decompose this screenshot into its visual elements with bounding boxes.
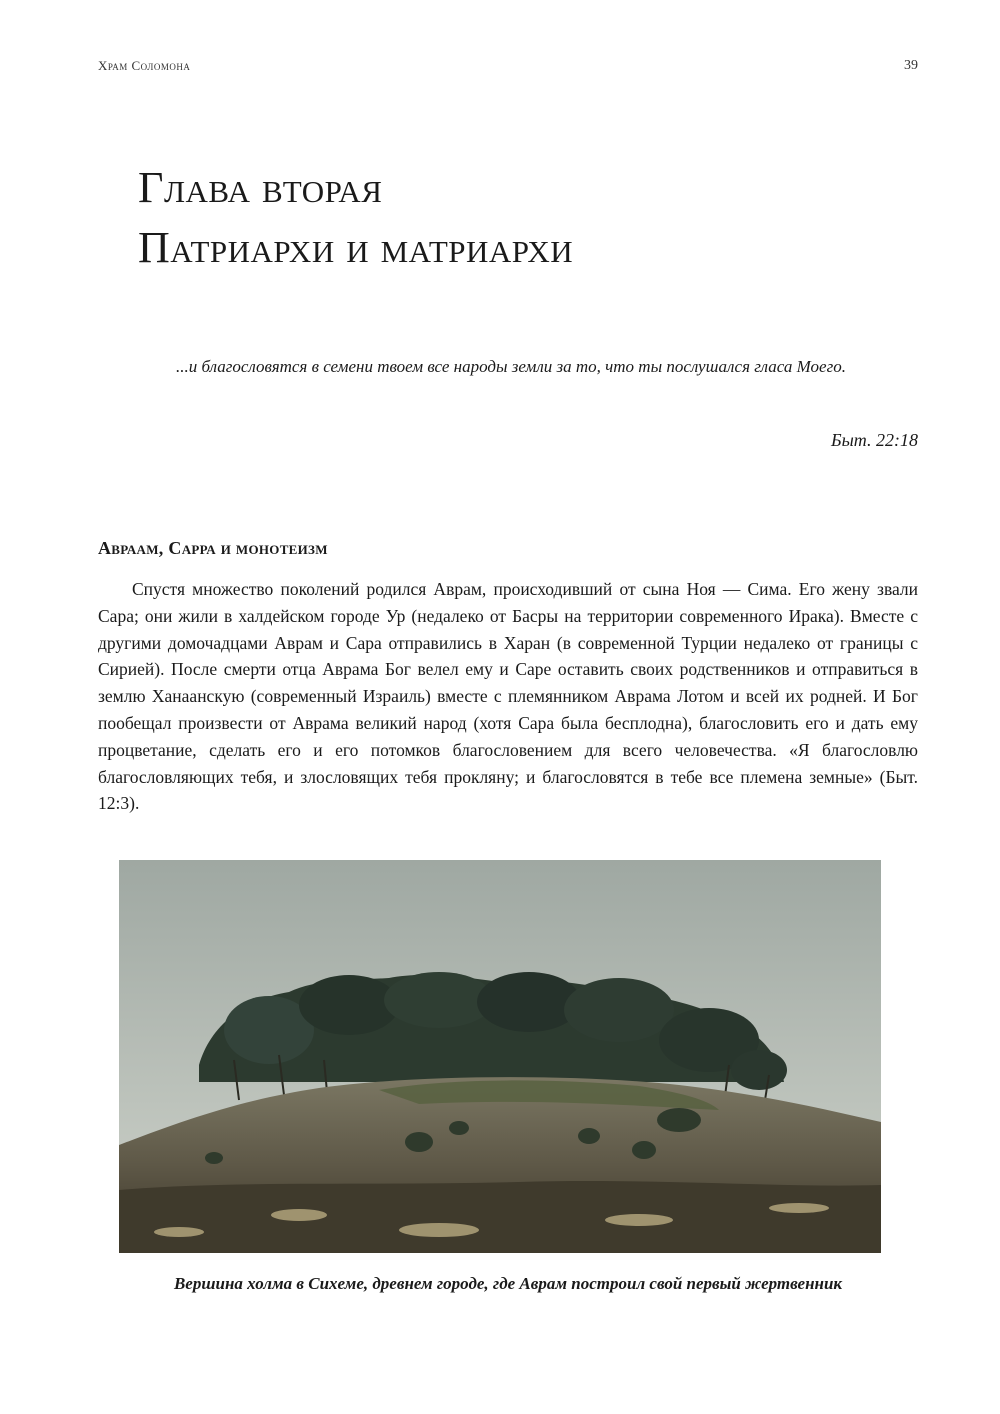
page-number: 39: [904, 58, 918, 73]
hill-photo: [119, 860, 881, 1253]
chapter-name: Патриархи и матриархи: [138, 223, 574, 272]
foreground: [119, 1181, 881, 1253]
section-heading: Авраам, Сарра и монотеизм: [98, 538, 328, 558]
chapter-number: Глава вторая: [138, 163, 383, 212]
epigraph-text: ...и благословятся в семени твоем все народы земли за то, что ты послушался гласа Моего.: [176, 357, 846, 376]
epigraph-source: Быт. 22:18: [830, 430, 918, 450]
photo-caption: Вершина холма в Сихеме, древнем городе, где Аврам построил свой первый жертвенник: [173, 1274, 843, 1293]
chapter-title: [138, 158, 918, 278]
running-title: Храм Соломона: [98, 58, 191, 73]
body-paragraph: Спустя множество поколений родился Аврам, происходивший от сына Ноя — Сима. Его жену звали Сара; они жили в халдейском городе Ур (недалеко от Басры на территории современного Ирака). Вместе с другими домочадцами Аврам и Сара отправились в Харан (в современной Турции недалеко от границы с Сирией). После смерти отца Аврама Бог велел ему и Саре оставить своих родственников и отправиться в землю Ханаанскую (современный Израиль) вместе с племянником Аврама Лотом и всей их родней. И Бог пообещал произвести от Аврама великий народ (хотя Сара была бесплодна), благословить его и дать ему процветание, сделать его и его потомков благословением для всего человечества. «Я благословлю благословляющих тебя, и злословящих тебя прокляну; и благословятся в тебе все племена земные» (Быт. 12:3).: [98, 579, 918, 814]
